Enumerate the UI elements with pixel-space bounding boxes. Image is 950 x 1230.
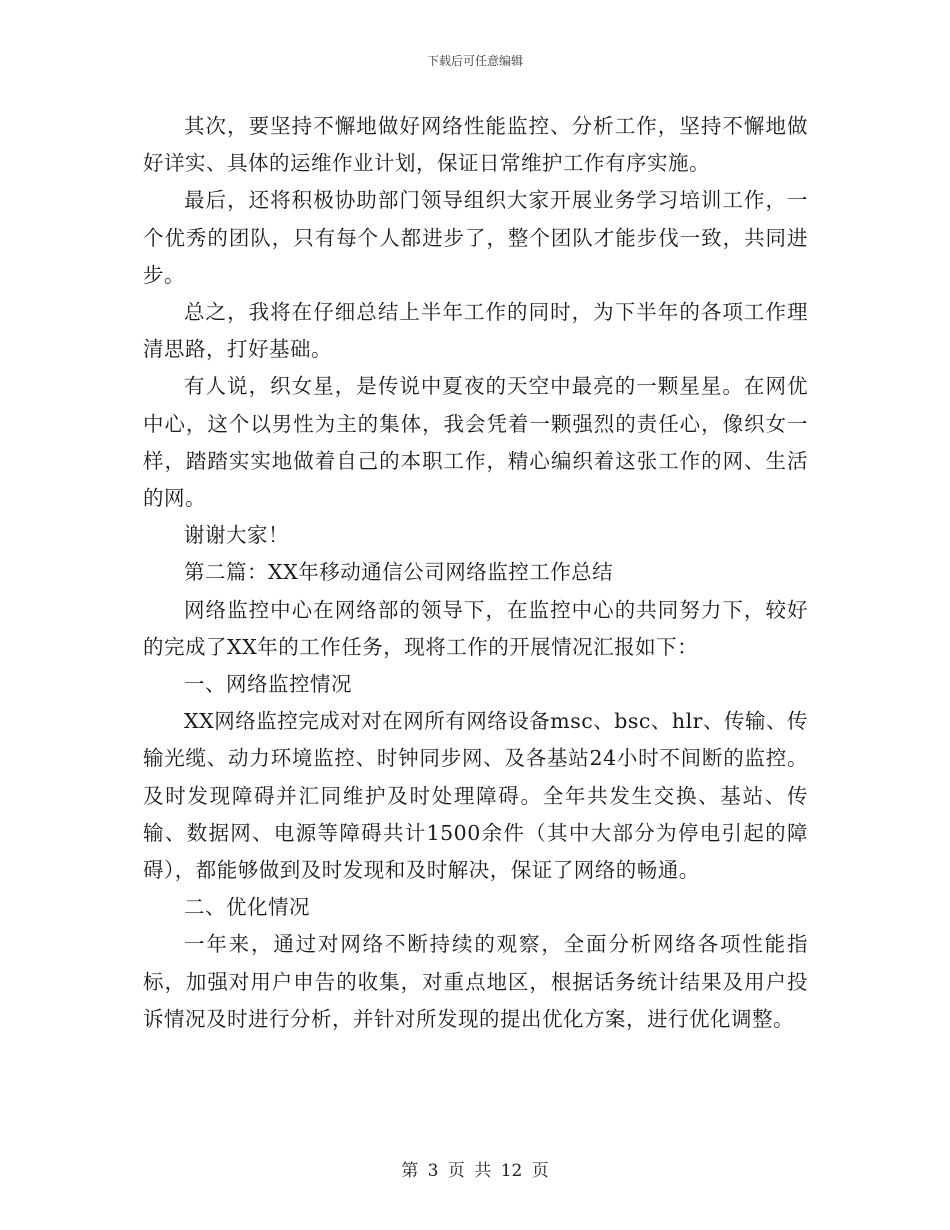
paragraph-optimization: 一年来，通过对网络不断持续的观察，全面分析网络各项性能指标，加强对用户申告的收集，对重点地区，根据话务统计结果及用户投诉情况及时进行分析，并针对所发现的提出优化方案，进行优化调整。 <box>143 932 808 1031</box>
paragraph-vega-star: 有人说，织女星，是传说中夏夜的天空中最亮的一颗星星。在网优中心，这个以男性为主的集体，我会凭着一颗强烈的责任心，像织女一样，踏踏实实地做着自己的本职工作，精心编织着这张工作的网、生活的网。 <box>143 374 808 511</box>
paragraph-summary: 总之，我将在仔细总结上半年工作的同时，为下半年的各项工作理清思路，打好基础。 <box>143 300 808 362</box>
section-title-part-two: 第二篇：XX年移动通信公司网络监控工作总结 <box>184 560 614 585</box>
page-header: 下载后可任意编辑 <box>426 54 523 68</box>
heading-optimization: 二、优化情况 <box>184 895 310 920</box>
heading-monitoring: 一、网络监控情况 <box>184 672 352 697</box>
paragraph-thanks: 谢谢大家！ <box>184 523 289 548</box>
paragraph-finally: 最后，还将积极协助部门领导组织大家开展业务学习培训工作，一个优秀的团队，只有每个人都进步了，整个团队才能步伐一致，共同进步。 <box>143 188 808 287</box>
document-body <box>143 108 808 1038</box>
paragraph-next-step: 其次，要坚持不懈地做好网络性能监控、分析工作，坚持不懈地做好详实、具体的运维作业计划，保证日常维护工作有序实施。 <box>143 114 808 176</box>
paragraph-intro: 网络监控中心在网络部的领导下，在监控中心的共同努力下，较好的完成了XX年的工作任务，现将工作的开展情况汇报如下： <box>143 597 808 659</box>
page-footer: 第 3 页 共 12 页 <box>401 1161 549 1181</box>
paragraph-monitoring: XX网络监控完成对对在网所有网络设备msc、bsc、hlr、传输、传输光缆、动力环境监控、时钟同步网、及各基站24小时不间断的监控。及时发现障碍并汇同维护及时处理障碍。全年共发生交换、基站、传输、数据网、电源等障碍共计1500余件（其中大部分为停电引起的障碍），都能够做到及时发现和及时解决，保证了网络的畅通。 <box>143 709 808 883</box>
